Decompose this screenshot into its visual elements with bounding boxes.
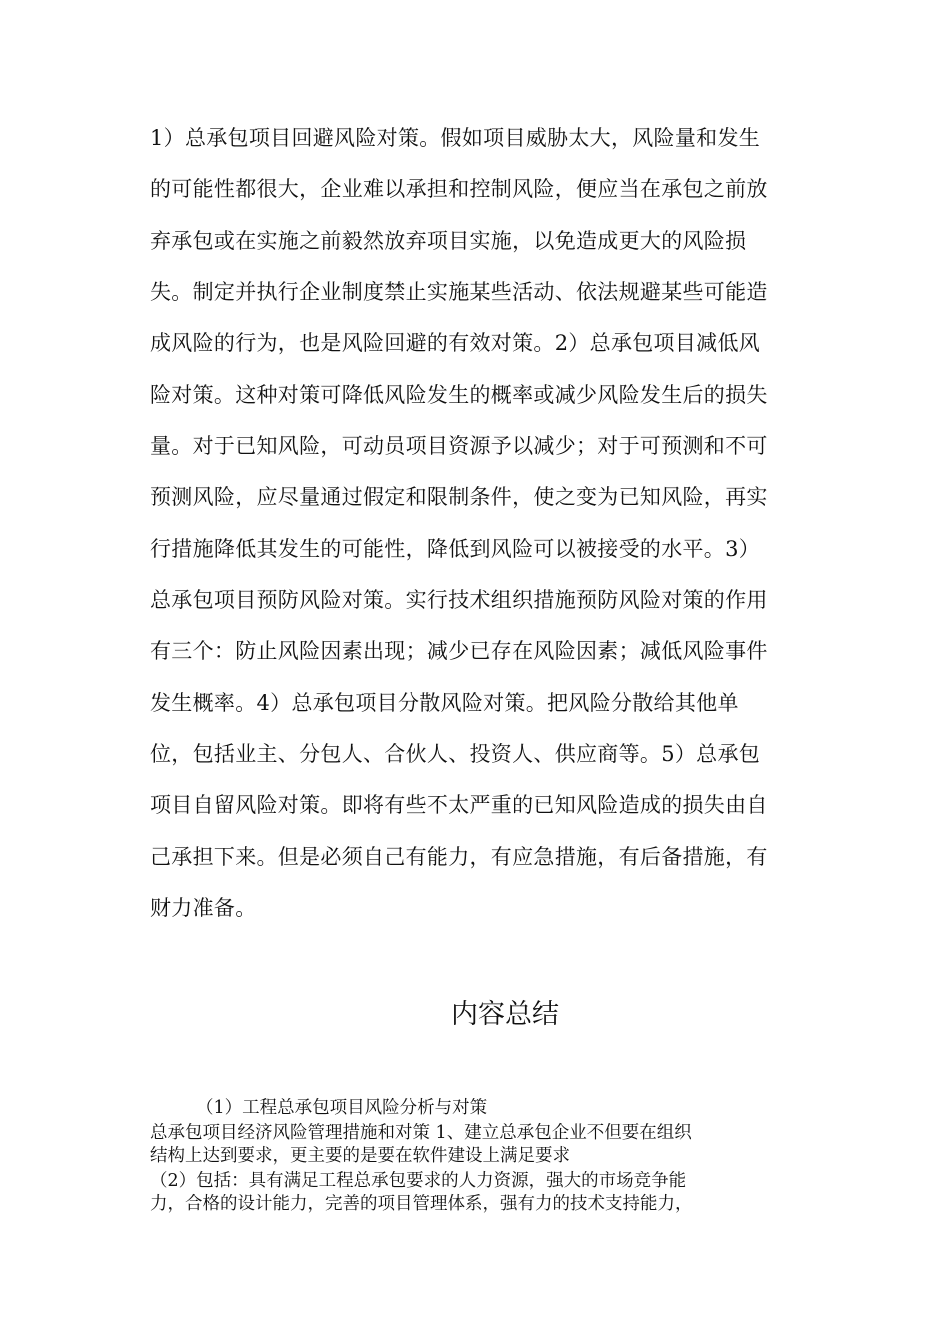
body-line: 弃承包或在实施之前毅然放弃项目实施，以免造成更大的风险损	[150, 228, 747, 253]
body-line: 险对策。这种对策可降低风险发生的概率或减少风险发生后的损失	[150, 382, 768, 407]
body-line: 的可能性都很大，企业难以承担和控制风险，便应当在承包之前放	[150, 177, 768, 202]
summary-line: （2）包括：具有满足工程总承包要求的人力资源，强大的市场竞争能	[150, 1171, 687, 1191]
body-line: 行措施降低其发生的可能性，降低到风险可以被接受的水平。3）	[150, 536, 761, 561]
body-line: 项目自留风险对策。即将有些不太严重的已知风险造成的损失由自	[150, 793, 768, 818]
body-line: 位，包括业主、分包人、合伙人、投资人、供应商等。5）总承包	[150, 741, 761, 766]
summary-line: 总承包项目经济风险管理措施和对策 1、建立总承包企业不但要在组织	[150, 1123, 692, 1143]
body-line: 财力准备。	[150, 895, 257, 920]
body-line: 预测风险，应尽量通过假定和限制条件，使之变为已知风险，再实	[150, 485, 768, 510]
summary-heading: （1）工程总承包项目风险分析与对策	[196, 1098, 488, 1118]
body-line: 发生概率。4）总承包项目分散风险对策。把风险分散给其他单	[150, 690, 739, 715]
body-line: 总承包项目预防风险对策。实行技术组织措施预防风险对策的作用	[150, 587, 768, 612]
summary-line: 力，合格的设计能力，完善的项目管理体系，强有力的技术支持能力，	[150, 1194, 693, 1214]
body-line: 有三个：防止风险因素出现；减少已存在风险因素；减低风险事件	[150, 639, 768, 664]
body-line: 失。制定并执行企业制度禁止实施某些活动、依法规避某些可能造	[150, 279, 768, 304]
body-line: 成风险的行为，也是风险回避的有效对策。2）总承包项目减低风	[150, 331, 761, 356]
body-line: 己承担下来。但是必须自己有能力，有应急措施，有后备措施，有	[150, 844, 768, 869]
summary-line: 结构上达到要求，更主要的是要在软件建设上满足要求	[150, 1146, 570, 1166]
summary-title: 内容总结	[451, 999, 559, 1030]
body-line: 1）总承包项目回避风险对策。假如项目威胁太大，风险量和发生	[150, 126, 761, 150]
body-line: 量。对于已知风险，可动员项目资源予以减少；对于可预测和不可	[150, 433, 768, 458]
